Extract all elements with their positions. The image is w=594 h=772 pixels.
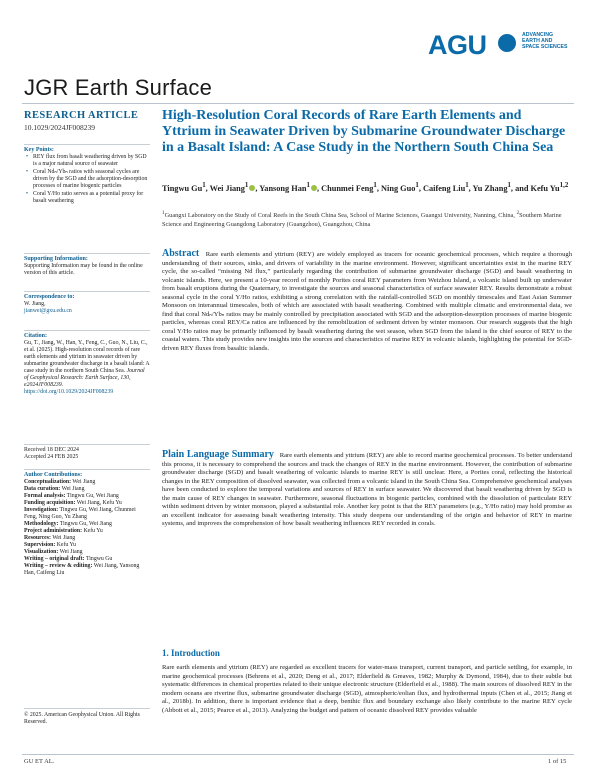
contribution-names: Wei Jiang	[59, 549, 83, 555]
contribution-item	[24, 493, 150, 500]
key-point-item: • REY flux from basalt weathering driven by SGD is a major natural source of seawater	[24, 154, 150, 168]
author[interactable]: Chunmei Feng$^1$	[321, 182, 377, 193]
correspondence-name: W. Jiang,	[24, 301, 46, 307]
journal-name: JGR Earth Surface	[24, 75, 213, 100]
abstract-heading: Abstract	[162, 248, 200, 259]
author[interactable]: Kefu Yu$^{1,2}$	[530, 182, 569, 193]
citation-journal: Journal of Geophysical Research: Earth Surface, 130, e2024JF008239.	[24, 368, 145, 388]
contribution-role: Visualization:	[24, 549, 59, 555]
contribution-names: Kefu Yu	[83, 528, 103, 534]
contribution-item	[24, 563, 150, 577]
contribution-item	[24, 500, 150, 507]
contribution-names: Tingwu Gu, Wei Jiang, Chunmei Feng, Ning Guo, Yu Zhang	[24, 507, 136, 520]
author[interactable]: Caifeng Liu$^1$	[423, 182, 469, 193]
correspondence-email[interactable]: jianwei@gxu.edu.cn	[24, 308, 72, 314]
contribution-names: Wei Jiang, Kefu Yu	[76, 500, 122, 506]
supporting-info	[24, 256, 150, 277]
contribution-names: Tingwu Gu, Wei Jiang	[59, 521, 112, 527]
globe-icon	[498, 34, 516, 52]
key-point-item: • Coral Ndₙ/Ybₙ ratios with seasonal cycles are driven by the SGD and the adsorption-desorption processes of marine biogenic particles	[24, 169, 150, 190]
agu-tagline	[522, 32, 572, 50]
article-type: RESEARCH ARTICLE	[24, 110, 139, 121]
key-points-list	[24, 154, 150, 205]
sidebar-divider	[24, 253, 150, 254]
contribution-names: Wei Jiang	[52, 535, 76, 541]
contribution-role: Data curation:	[24, 486, 61, 492]
author[interactable]: Tingwu Gu$^1$	[162, 182, 206, 193]
contribution-item	[24, 479, 150, 486]
agu-tagline-line: EARTH AND	[522, 38, 553, 44]
sidebar-divider	[24, 144, 150, 145]
citation-text	[24, 340, 150, 396]
sidebar-divider	[24, 469, 150, 470]
contribution-item	[24, 549, 150, 556]
contribution-names: Wei Jiang, Yansong Han, Caifeng Liu	[24, 563, 140, 576]
contribution-role: Writing – original draft:	[24, 556, 85, 562]
key-points	[24, 147, 150, 206]
author[interactable]: Wei Jiang$^1$	[210, 184, 256, 193]
author-list: Tingwu Gu$^1$, Wei Jiang$^1$ , Yansong Han$^1$ , Chunmei Feng$^1$, Ning Guo$^1$, Caifeng Liu$^1$, Yu Zhang$^1$, and Kefu Yu$^{1,2}$	[162, 182, 569, 193]
copyright-notice	[24, 712, 150, 726]
plain-language-text: Rare earth elements and yttrium (REY) are able to record marine geochemical processes. To better understand this process, it is necessary to comprehend the sources and track the changes of REY in the marine environment. However, the contribution of submarine groundwater discharge (SGD) and basalt weathering of volcanic islands to marine REY is still unclear. Here, a Porites coral, reflecting the historical changes in the REY composition of dissolved seawater, was collected from a volcanic island in the South China Sea. Comprehensive geochemical analyses have been conducted to explore the temporal variations and sources of REY in surface seawater. We discovered that basalt weathering driven by SGD is the main cause of REY changes in seawater. Furthermore, seasonal fluctuations in biogenic particles, combined with the dissolution of particulate REY within sediment driven by winter monsoon, played a substantial role. Another key point is that the REY parameters (e.g., Y/Ho ratio) may hold promise as an excellent indicator for assessing basalt weathering intensity. This study deepens our understanding of the origin and behavior of REY in marine systems, and improves the comprehension of how basalt weathering influences REY recorded in corals.	[162, 452, 572, 527]
contribution-role: Resources:	[24, 535, 51, 541]
contribution-item	[24, 542, 150, 549]
accepted-date: Accepted 24 FEB 2025	[24, 454, 79, 460]
contribution-names: Tingwu Gu, Wei Jiang	[66, 493, 119, 499]
sidebar-divider	[24, 330, 150, 331]
agu-logo	[428, 30, 568, 66]
affiliation: Southern Marine Science and Engineering Guangdong Laboratory (Guangzhou), Guangzhou, China	[162, 212, 562, 228]
sidebar-divider	[24, 444, 150, 445]
footer-divider	[22, 754, 574, 755]
contribution-item	[24, 528, 150, 535]
abstract	[162, 250, 572, 353]
supporting-info-heading: Supporting Information:	[24, 256, 88, 262]
contribution-role: Project administration:	[24, 528, 83, 534]
key-point-item: • Coral Y/Ho ratio serves as a potential proxy for basalt weathering	[24, 191, 150, 205]
author-contributions	[24, 472, 150, 577]
received-date: Received 18 DEC 2024	[24, 447, 79, 453]
sidebar-divider	[24, 708, 150, 709]
author[interactable]: Ning Guo$^1$	[381, 182, 419, 193]
agu-logo-mark: AGU	[428, 30, 487, 60]
article-title: High-Resolution Coral Records of Rare Earth Elements and Yttrium in Seawater Driven by Submarine Groundwater Discharge in a Basalt Island: A Case Study in the Northern South China Sea	[162, 108, 566, 155]
citation-body: Gu, T., Jiang, W., Han, Y., Feng, C., Guo, N., Liu, C., et al. (2025). High-resolution coral records of rare earth elements and yttrium in seawater driven by submarine groundwater discharge in a basalt island: A case study in the northern South China Sea.	[24, 340, 150, 374]
contribution-role: Funding acquisition:	[24, 500, 76, 506]
contribution-role: Conceptualization:	[24, 479, 72, 485]
affiliations: $^1$Guangxi Laboratory on the Study of Coral Reefs in the South China Sea, School of Marine Sciences, Guangxi University, Nanning, China, $^2$Southern Marine Science and Engineering Guangdong Laboratory (Guangzhou), Guangzhou, China	[162, 210, 562, 228]
agu-tagline-line: ADVANCING	[522, 32, 554, 38]
author-contributions-heading: Author Contributions:	[24, 472, 83, 478]
header-divider	[22, 103, 574, 104]
copyright-text: © 2025. American Geophysical Union. All Rights Reserved.	[24, 712, 140, 725]
contribution-role: Writing – review & editing:	[24, 563, 93, 569]
contribution-role: Supervision:	[24, 542, 56, 548]
affiliation: Guangxi Laboratory on the Study of Coral Reefs in the South China Sea, School of Marine Sciences, Guangxi University, Nanning, China,	[164, 212, 517, 220]
citation	[24, 333, 150, 396]
contribution-item	[24, 556, 150, 563]
contribution-item	[24, 521, 150, 528]
sidebar-divider	[24, 291, 150, 292]
introduction-heading: 1. Introduction	[162, 648, 220, 658]
contribution-names: Wei Jiang	[61, 486, 85, 492]
contribution-role: Formal analysis:	[24, 493, 66, 499]
author[interactable]: Yu Zhang$^1$	[472, 182, 511, 193]
contribution-names: Kefu Yu	[56, 542, 76, 548]
plain-language-heading: Plain Language Summary	[162, 449, 274, 460]
contribution-names: Tingwu Gu	[85, 556, 113, 562]
article-dates	[24, 447, 150, 461]
contribution-names: Wei Jiang	[72, 479, 96, 485]
contribution-role: Methodology:	[24, 521, 59, 527]
contribution-role: Investigation:	[24, 507, 59, 513]
article-doi: 10.1029/2024JF008239	[24, 123, 96, 132]
key-points-heading: Key Points:	[24, 147, 54, 153]
contribution-item	[24, 535, 150, 542]
abstract-text: Rare earth elements and yttrium (REY) are widely employed as tracers for oceanic geochemical processes, which require a thorough understanding of their sources, sinks, and drivers of variability in the marine environment. However, significant uncertainties exist in the marine REY cycle, the so-called “missing Nd flux,” particularly regarding the contribution of submarine groundwater discharge (SGD) and basalt weathering in volcanic islands. Here, we present a 10-year record of monthly Porites coral REY parameters from Weizhou Island, a volcanic island built up underwater from basalt eruptions during the Quaternary, to investigate the sources and seasonal characteristics of surface seawater REY. Results demonstrate a robust seasonal cycle in the coral Y/Ho ratios, exhibiting a strong correlation with the rainfall-controlled SGD on monthly timescales and East Asian Summer Monsoon on interannual timescales, both of which are associated with basalt weathering. Combined with multiple climatic and environmental data, we find that coral Ndₙ/Ybₙ ratios may be mainly controlled by precipitation associated with SGD and the adsorption-desorption processes of marine biogenic particles, whereas coral REY/Ca ratios are influenced by the remobilization of sediment driven by winter monsoon. Our research suggests that the high coral Y/Ho ratios may be primarily influenced by basalt weathering during the wet season, when SGD from the island is the chief source of REY to the coastal waters. This study provides new insights into the sources and characteristics of marine REY in volcanic islands, highlighting the potential for SGD-driven REY fluxes from basaltic islands.	[162, 251, 572, 352]
contribution-item	[24, 507, 150, 521]
citation-link[interactable]: https://doi.org/10.1029/2024JF008239	[24, 389, 114, 395]
correspondence-heading: Correspondence to:	[24, 294, 75, 300]
agu-tagline-line: SPACE SCIENCES	[522, 44, 568, 50]
contribution-item	[24, 486, 150, 493]
introduction-text: Rare earth elements and yttrium (REY) are regarded as excellent tracers for water-mass transport, current transport, and particle settling, for example, in marine geochemical processes (Behrens et al., 2020; Deng et al., 2017; Elderfield & Greaves, 1982; Murphy & Dymond, 1984), due to their subtle but systematic differences in chemical properties related to their unique electronic structure (Elderfield et al., 1988). The main sources of dissolved REY in the modern oceans are riverine flux, submarine groundwater discharge (SGD), atmospheric/eolian flux, and hydrothermal inputs (Chen et al., 2015; Jiang et al., 2018b). In addition, there is important evidence that a deep, benthic flux and boundary exchange also likely contribute to the marine REY cycle (Abbott et al., 2015; Pearce et al., 2013). Analyzing the budget and pattern of oceanic dissolved REY provides valuable	[162, 664, 572, 714]
citation-heading: Citation:	[24, 333, 47, 339]
footer-authors: GU ET AL.	[24, 758, 55, 765]
plain-language-summary	[162, 451, 572, 529]
page-number: 1 of 15	[548, 758, 567, 765]
supporting-info-text: Supporting Information may be found in the online version of this article.	[24, 263, 143, 276]
author[interactable]: Yansong Han$^1$	[259, 184, 317, 193]
correspondence	[24, 294, 150, 315]
